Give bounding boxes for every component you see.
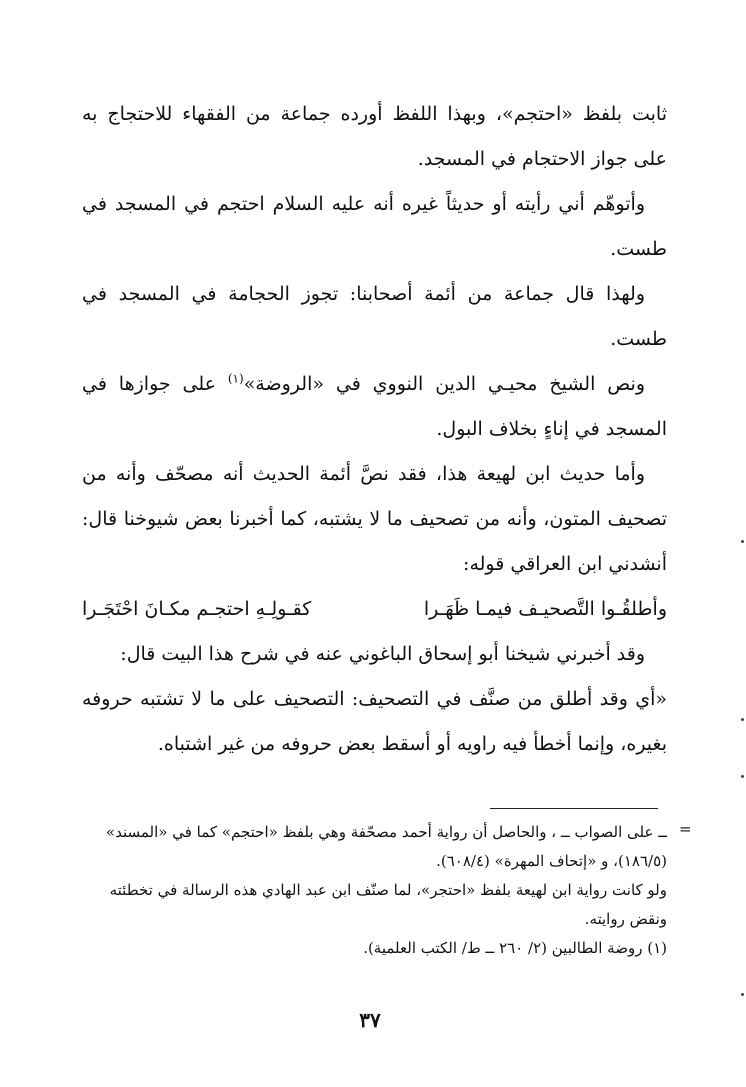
verse-first-hemistich: وأطلقُـوا التَّصحيـف فيمـا ظَهَـرا [423,598,667,620]
footnote-ref-1[interactable]: (١) [227,371,244,386]
paragraph-4-end: على جوازها في المسجد في إناءٍ بخلاف البول. [82,373,667,440]
scan-speck [741,993,744,996]
paragraph-4-start: ونص الشيخ محيـي الدين النووي في «الروضة» [243,373,645,395]
footnote-1 [82,934,667,963]
scan-speck [741,540,744,543]
footnote-continued: ــ على الصواب ــ ، والحاصل أن رواية أحمد مصحّفة وهي بلفظ «احتجم» كما في «المسند» (١٨٦/٥)، و «إتحاف المهرة» (٦٠٨/٤). [105,823,667,870]
poem-verse [82,587,667,632]
paragraph-3: ولهذا قال جماعة من أئمة أصحابنا: تجوز الحجامة في المسجد في طست. [82,283,667,350]
paragraph-5: وأما حديث ابن لهيعة هذا، فقد نصَّ أئمة الحديث أنه مصحّف وأنه من تصحيف المتون، وأنه من تصحيف ما لا يشتبه، كما أخبرنا بعض شيوخنا قال: أنشدني ابن العراقي قوله: [82,463,667,575]
footnotes [82,818,667,963]
footnote-1-text: روضة الطالبين (٢/ ٢٦٠ ــ ط/ الكتب العلمية). [363,939,643,957]
scan-speck [741,718,744,721]
paragraph-1: ثابت بلفظ «احتجم»، وبهذا اللفظ أورده جماعة من الفقهاء للاحتجاج به على جواز الاحتجام في المسجد. [82,103,667,170]
footnote-continuation-mark: = [679,820,692,838]
footnote-comment: ولو كانت رواية ابن لهيعة بلفظ «احتجر»، لما صنّف ابن عبد الهادي هذه الرسالة في تخطئته ونقض روايته. [109,881,667,928]
paragraph-2: وأتوهّم أني رأيته أو حديثاً غيره أنه عليه السلام احتجم في المسجد في طست. [82,193,667,260]
main-text [82,92,667,767]
paragraph-4 [82,362,667,452]
paragraph-6: وقد أخبرني شيخنا أبو إسحاق الباغوني عنه في شرح هذا البيت قال: [120,643,645,665]
verse-second-hemistich: كقـولِـهِ احتجـم مكـانَ احْتَجَـرا [82,598,312,620]
footnote-separator [490,808,658,809]
scan-speck [741,775,744,778]
footnote-1-number: (١) [647,939,667,957]
page-number: ٣٧ [359,1008,381,1032]
paragraph-7: «أي وقد أطلق من صنَّف في التصحيف: التصحيف على ما لا تشتبه حروفه بغيره، وإنما أخطأ فيه راويه أو أسقط بعض حروفه من غير اشتباه. [82,688,667,755]
